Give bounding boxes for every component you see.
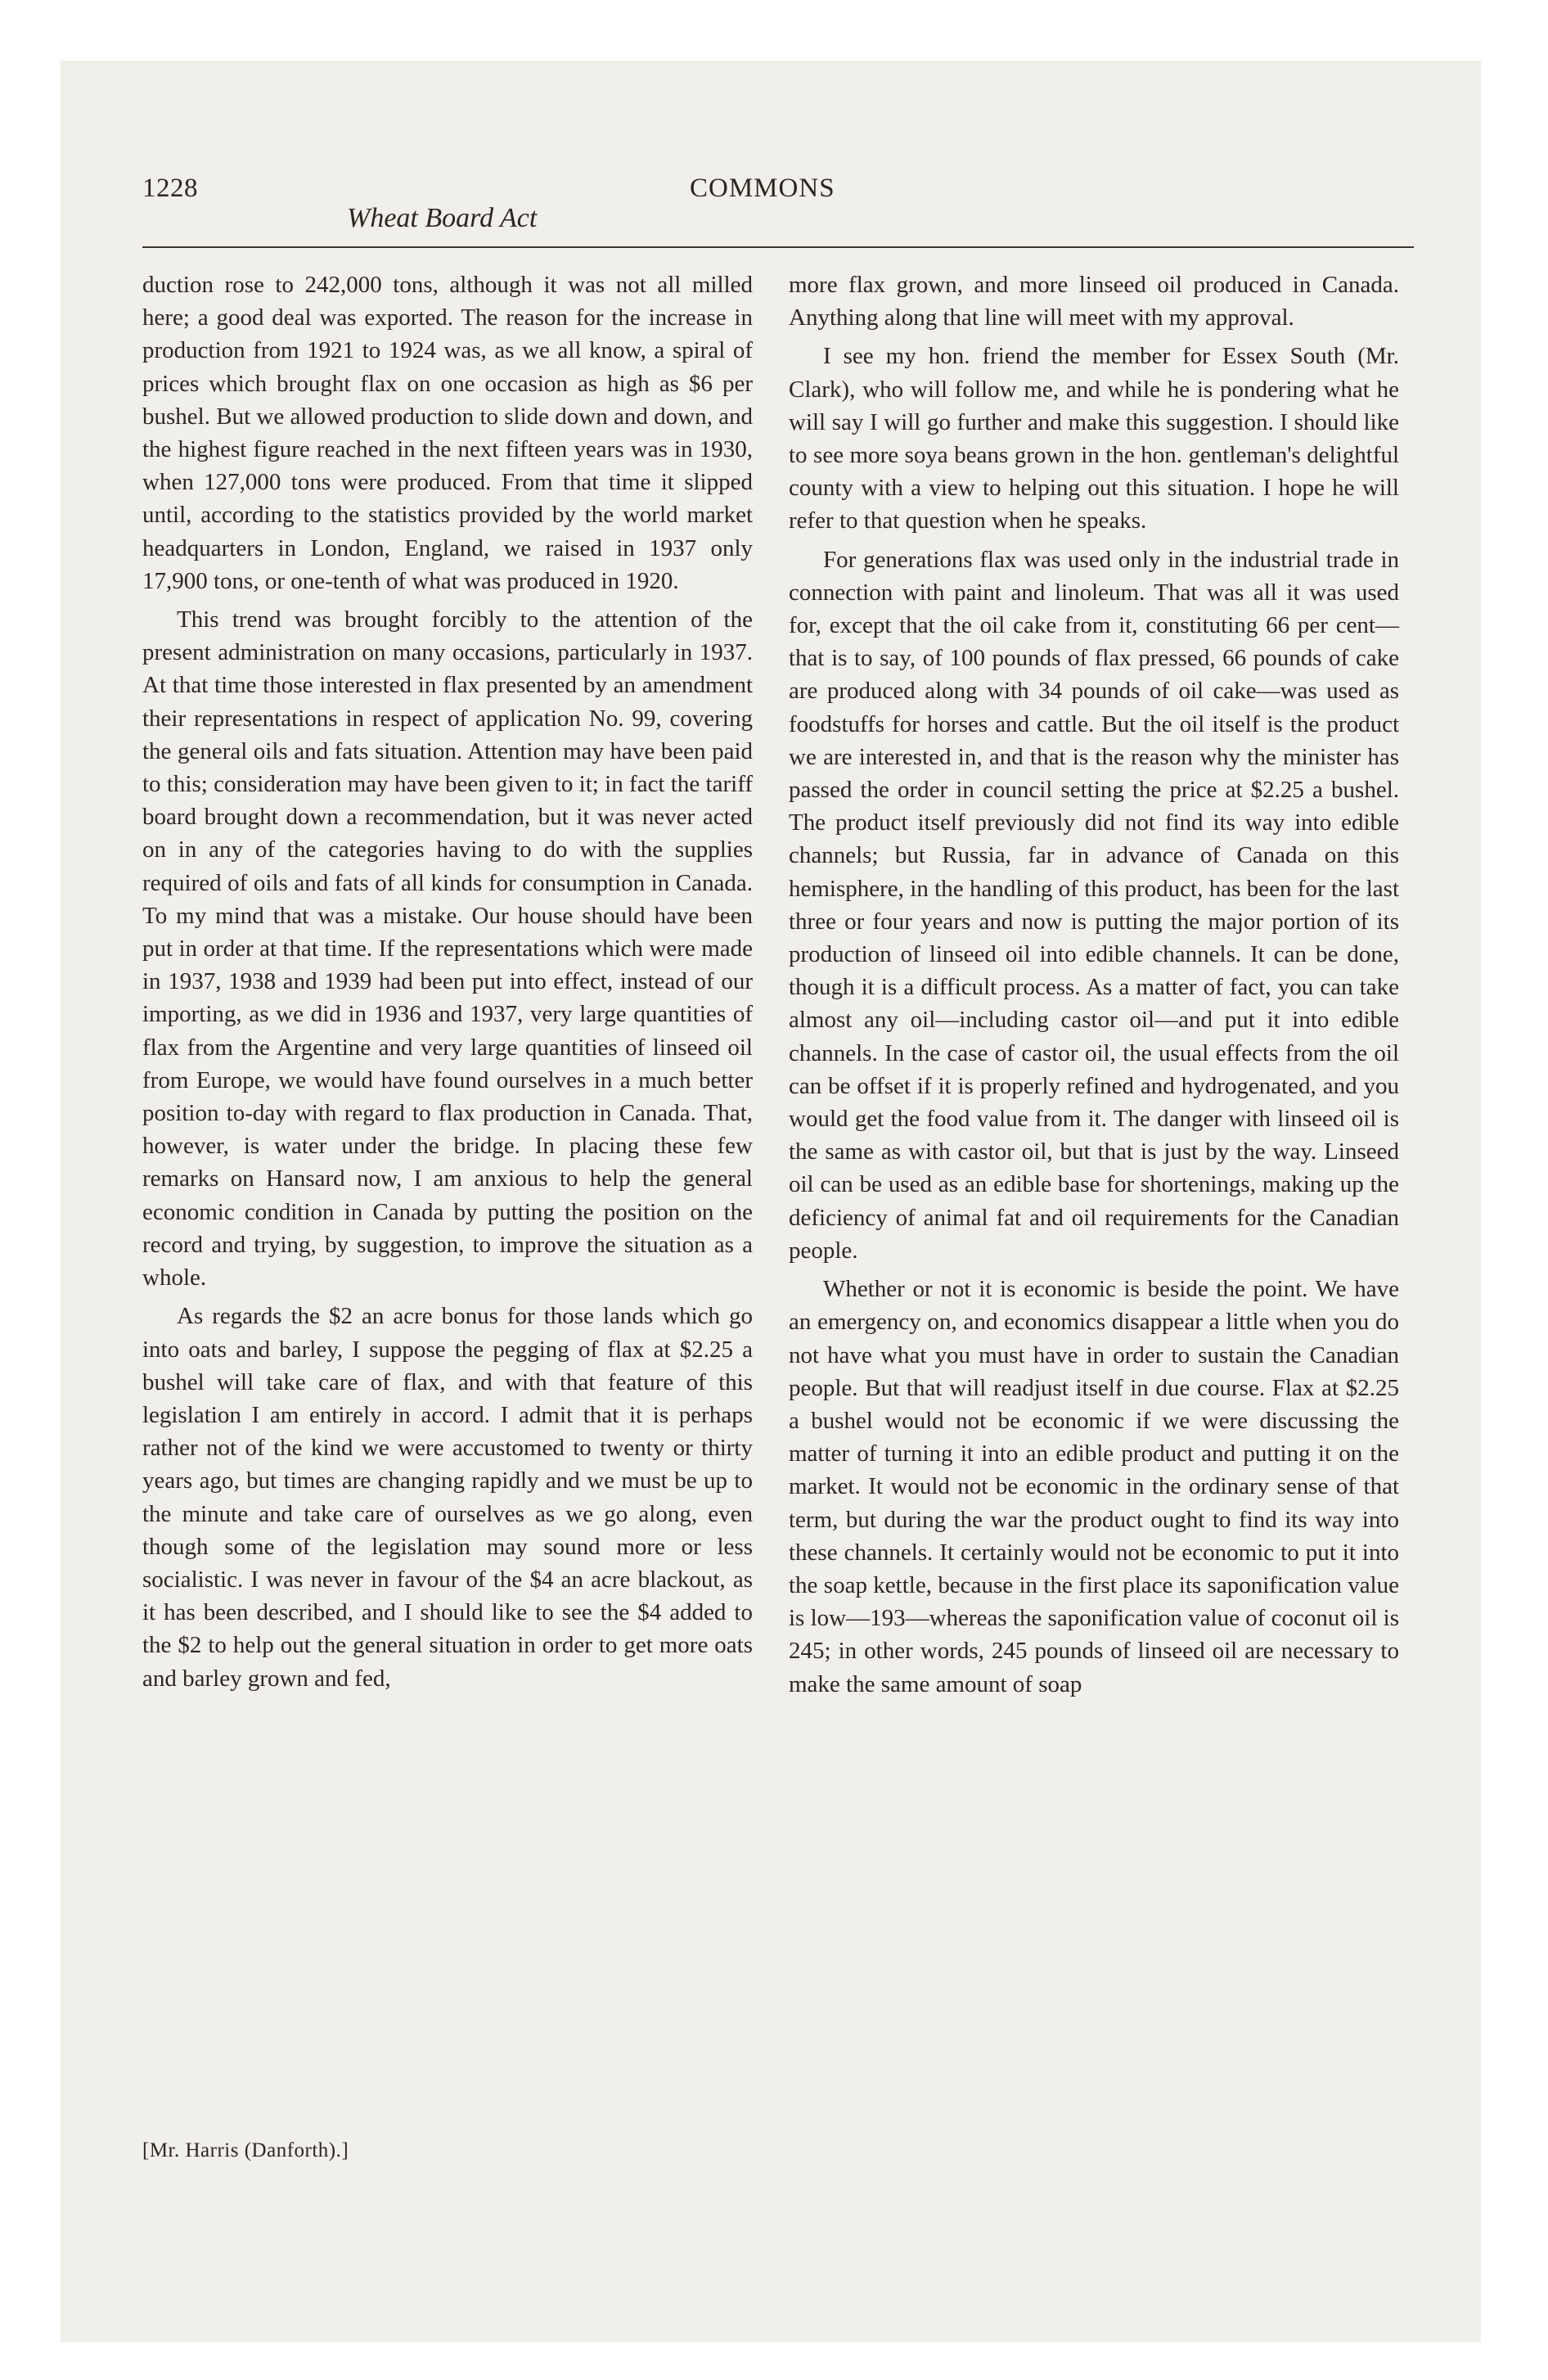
paragraph: Whether or not it is economic is beside the point. We have an emergency on, and economics disappear a little when you do not have what you must have in order to sustain the Canadian people. But that will readjust itself in due course. Flax at $2.25 a bushel would not be economic if we were discussing the matter of turning it into an edible product and putting it on the market. It would not be economic in the ordinary sense of that term, but during the war the product ought to find its way into these channels. It certainly would not be economic to put it into the soap kettle, because in the first place its saponification value is low—193—whereas the saponification value of coconut oil is 245; in other words, 245 pounds of linseed oil are necessary to make the same amount of soap bbox=[789, 1276, 1399, 1697]
section-title: Wheat Board Act bbox=[347, 203, 538, 233]
running-head: COMMONS bbox=[690, 174, 835, 203]
paragraph: more flax grown, and more linseed oil produced in Canada. Anything along that line will meet with my approval. bbox=[789, 272, 1399, 331]
paragraph: duction rose to 242,000 tons, although it was not all milled here; a good deal was exported. The reason for the increase in production from 1921 to 1924 was, as we all know, a spiral of prices which brought flax on one occasion as high as $6 per bushel. But we allowed production to slide down and down, and the highest figure reached in the next fifteen years was in 1930, when 127,000 tons were produced. From that time it slipped until, according to the statistics provided by the world market headquarters in London, England, we raised in 1937 only 17,900 tons, or one-tenth of what was produced in 1920. bbox=[142, 272, 753, 594]
paragraph: For generations flax was used only in the industrial trade in connection with paint and linoleum. That was all it was used for, except that the oil cake from it, constituting 66 per cent—that is to say, of 100 pounds of flax pressed, 66 pounds of cake are produced along with 34 pounds of oil cake—was used as foodstuffs for horses and cattle. But the oil itself is the product we are interested in, and that is the reason why the minister has passed the order in council setting the price at $2.25 a bushel. The product itself previously did not find its way into edible channels; but Russia, far in advance of Canada on this hemisphere, in the handling of this product, has been for the last three or four years and now is putting the major portion of its production of linseed oil into edible channels. It can be done, though it is a difficult process. As a matter of fact, you can take almost any oil—including castor oil—and put it into edible channels. In the case of castor oil, the usual effects from the oil can be offset if it is properly refined and hydrogenated, and you would get the food value from it. The danger with linseed oil is the same as with castor oil, but that is just by the way. Linseed oil can be used as an edible base for shortenings, making up the deficiency of animal fat and oil requirements for the Canadian people. bbox=[789, 546, 1399, 1264]
paragraph: I see my hon. friend the member for Essex South (Mr. Clark), who will follow me, and while he is pondering what he will say I will go further and make this suggestion. I should like to see more soya beans grown in the hon. gentleman's delightful county with a view to helping out this situation. I hope he will refer to that question when he speaks. bbox=[789, 343, 1399, 534]
page-number: 1228 bbox=[142, 174, 198, 203]
paragraph: This trend was brought forcibly to the attention of the present administration on many occasions, particularly in 1937. At that time those interested in flax presented by an amendment their representations in respect of application No. 99, covering the general oils and fats situation. Attention may have been paid to this; consideration may have been given to it; in fact the tariff board brought down a recommendation, but it was never acted on in any of the categories having to do with the supplies required of oils and fats of all kinds for consumption in Canada. To my mind that was a mistake. Our house should have been put in order at that time. If the representations which were made in 1937, 1938 and 1939 had been put into effect, instead of our importing, as we did in 1936 and 1937, very large quantities of flax from the Argentine and very large quantities of linseed oil from Europe, we would have found ourselves in a much better position to-day with regard to flax production in Canada. That, however, is water under the bridge. In placing these few remarks on Hansard now, I am anxious to help the general economic condition in Canada by putting the position on the record and trying, by suggestion, to improve the situation as a whole. bbox=[142, 606, 753, 1291]
speaker-attribution: [Mr. Harris (Danforth).] bbox=[142, 2139, 349, 2161]
paragraph: As regards the $2 an acre bonus for those lands which go into oats and barley, I suppose the pegging of flax at $2.25 a bushel will take care of flax, and with that feature of this legislation I am entirely in accord. I admit that it is perhaps rather not of the kind we were accustomed to twenty or thirty years ago, but times are changing rapidly and we must be up to the minute and take care of ourselves as we go along, even though some of the legislation may sound more or less socialistic. I was never in favour of the $4 an acre blackout, as it has been described, and I should like to see the $4 added to the $2 to help out the general situation in order to get more oats and barley grown and fed, bbox=[142, 1303, 753, 1692]
left-column bbox=[142, 268, 753, 1701]
right-column bbox=[789, 268, 1399, 1706]
header-rule bbox=[142, 246, 1414, 248]
